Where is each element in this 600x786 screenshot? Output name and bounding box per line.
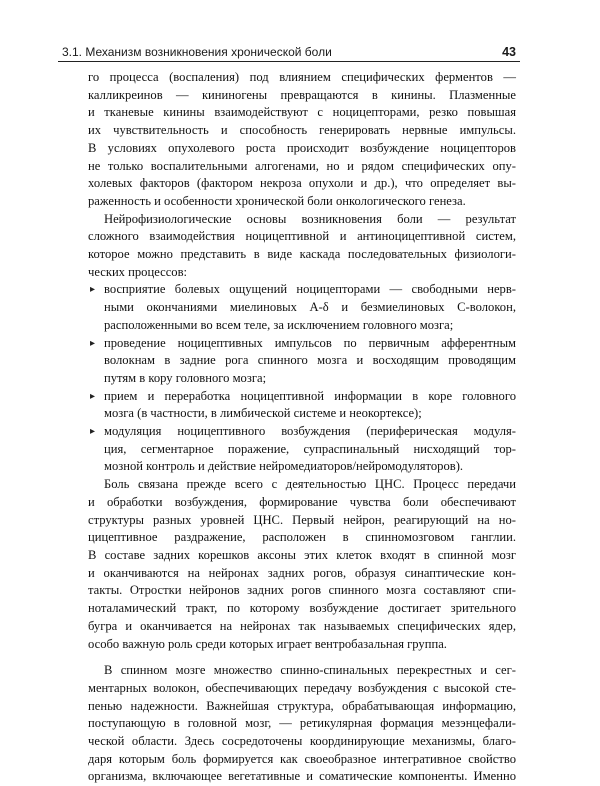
text-line: ческой области. Здесь сосредоточены координирующие механизмы, благо- [88, 734, 516, 749]
text-line: ция, сегментарное поражение, супраспинальный нисходящий тор- [104, 441, 516, 456]
paragraph-2 [88, 211, 516, 282]
text-line: волокнам в задние рога спинного мозга и восходящим проводящим [104, 353, 516, 368]
text-line: В условиях опухолевого роста происходит возбуждение ноцицепторов [88, 140, 516, 155]
text-line: такты. Отростки нейронов задних рогов спинного мозга составляют спи- [88, 583, 516, 598]
text-line: организма, включающее вегетативные и соматические компоненты. Именно [88, 769, 516, 784]
text-line: холевых факторов (фактором некроза опухоли и др.), что определяет вы- [88, 176, 516, 191]
bullet-list [88, 281, 516, 476]
text-line: которое можно представить в виде каскада последовательных физиологи- [88, 247, 516, 262]
page-number: 43 [502, 45, 516, 59]
section-title: 3.1. Механизм возникновения хронической боли [62, 45, 332, 59]
bullet-item [88, 423, 516, 476]
text-line: бугра и оканчивается на нейронах так называемых специфических ядер, [88, 618, 516, 633]
text-line: ▸ восприятие болевых ощущений ноцицепторами — свободными нерв- [88, 281, 516, 299]
text-line: ными окончаниями миелиновых А-δ и безмиелиновых С-волокон, [104, 300, 516, 315]
text-line: В спинном мозге множество спинно-спинальных перекрестных и сег- [104, 663, 516, 678]
text-line: мозга (в частности, в лимбической системе и неокортексе); [104, 406, 422, 421]
text-line: и тканевые кинины взаимодействуют с ноцицепторами, резко повышая [88, 105, 516, 120]
text-line: не только воспалительными алгогенами, но и рядом специфических опу- [88, 158, 516, 173]
text-line: расположенными во всем теле, за исключением головного мозга; [104, 317, 454, 332]
bullet-item [88, 281, 516, 334]
text-line: ческих процессов: [88, 264, 188, 279]
text-line: мозной контроль и действие нейромедиаторов/нейромодуляторов). [104, 459, 464, 474]
text-line: сложного взаимодействия ноцицептивной и антиноцицептивной систем, [88, 229, 516, 244]
text-line: ▸ модуляция ноцицептивного возбуждения (периферическая модуля- [88, 423, 516, 441]
text-line: го процесса (воспаления) под влиянием специфических ферментов — [88, 70, 516, 84]
text-line: особо важную роль среди которых играет вентробазальная группа. [88, 636, 447, 651]
paragraph-3 [88, 476, 516, 653]
text-line: ноталамический тракт, по которому возбуждение достигает зрительного [88, 601, 516, 616]
text-line: ментарных волокон, обеспечивающих передачу возбуждения с высокой сте- [88, 680, 516, 695]
text-line: Нейрофизиологические основы возникновения боли — результат [104, 211, 516, 226]
bullet-item [88, 388, 516, 423]
text-line: их чувствительность и способность генерировать нервные импульсы. [88, 123, 516, 138]
bullet-item [88, 335, 516, 388]
text-line: В составе задних корешков аксоны этих клеток входят в спинной мозг [88, 547, 516, 562]
text-line: структуры разных уровней ЦНС. Первый нейрон, реагирующий на но- [88, 512, 516, 527]
text-line: раженность и особенности хронической боли онкологического генеза. [88, 193, 466, 208]
text-line: ▸ прием и переработка ноцицептивной информации в коре головного [88, 388, 516, 406]
paragraph-gap [88, 653, 516, 662]
text-line: калликреинов — кининогены превращаются в кинины. Плазменные [88, 87, 516, 102]
text-line: цицептивное раздражение, расположен в спинномозговом ганглии. [88, 530, 516, 545]
body-text [88, 69, 516, 786]
text-line: даря которым боль формируется как своеобразное интегративное свойство [88, 751, 516, 766]
text-line: путям в кору головного мозга; [104, 370, 267, 385]
paragraph-4 [88, 662, 516, 786]
text-line: и оканчиваются на нейронах задних рогов, образуя синаптические кон- [88, 565, 516, 580]
text-line: ▸ проведение ноцицептивных импульсов по первичным афферентным [88, 335, 516, 353]
text-line: и обработки возбуждения, формирование чувства боли обеспечивают [88, 494, 516, 509]
text-line: Боль связана прежде всего с деятельностью ЦНС. Процесс передачи [104, 477, 516, 492]
header-rule [58, 61, 520, 62]
paragraph-1 [88, 69, 516, 211]
text-line: поступающую в головной мозг, — ретикулярная формация мезэнцефали- [88, 716, 516, 731]
text-line: пенью надежности. Важнейшая структура, обрабатывающая информацию, [88, 698, 516, 713]
